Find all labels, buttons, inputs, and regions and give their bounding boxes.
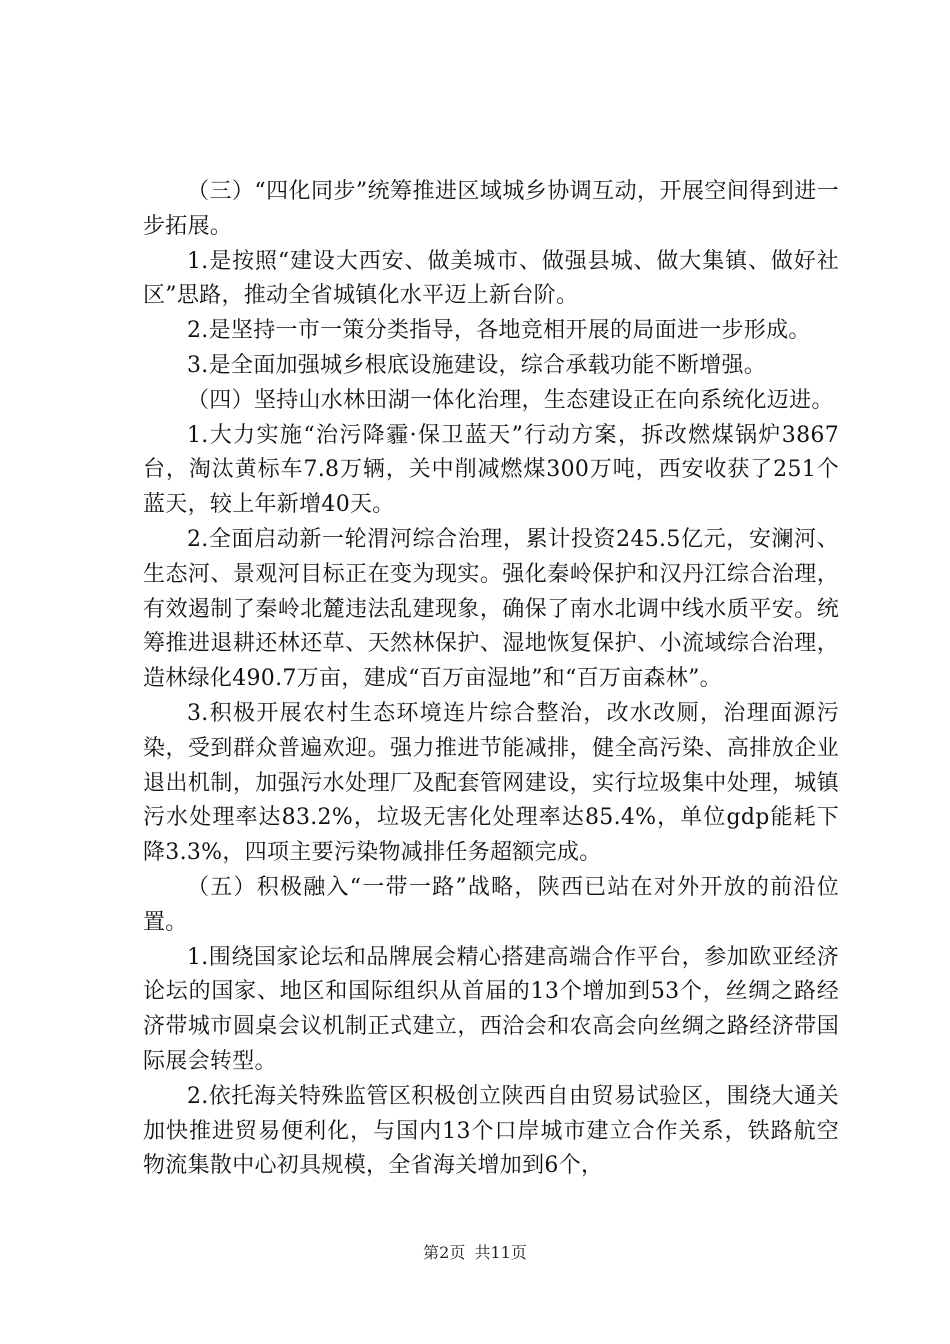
page-total: 共11页 <box>474 1243 527 1262</box>
paragraph: 1.围绕国家论坛和品牌展会精心搭建高端合作平台，参加欧亚经济论坛的国家、地区和国际组织从首届的13个增加到53个，丝绸之路经济带城市圆桌会议机制正式建立，西洽会和农高会向丝绸之路经济带国际展会转型。 <box>143 944 839 1074</box>
section-heading-3: （三）“四化同步”统筹推进区域城乡协调互动，开展空间得到进一步拓展。 <box>143 179 839 239</box>
paragraph: 1.大力实施“治污降霾·保卫蓝天”行动方案，拆改燃煤锅炉3867台，淘汰黄标车7.8万辆，关中削减燃煤300万吨，西安收获了251个蓝天，较上年新增40天。 <box>143 422 839 518</box>
paragraph: 3.是全面加强城乡根底设施建设，综合承载功能不断增强。 <box>187 352 767 378</box>
paragraph: 2.是坚持一市一策分类指导，各地竞相开展的局面进一步形成。 <box>187 318 811 344</box>
paragraph: 3.积极开展农村生态环境连片综合整治，改水改厕，治理面源污染，受到群众普遍欢迎。强力推进节能减排，健全高污染、高排放企业退出机制，加强污水处理厂及配套管网建设，实行垃圾集中处理，城镇污水处理率达83.2%，垃圾无害化处理率达85.4%，单位gdp能耗下降3.3%，四项主要污染物减排任务超额完成。 <box>143 700 839 866</box>
section-heading-4: （四）坚持山水林田湖一体化治理，生态建设正在向系统化迈进。 <box>187 387 834 413</box>
section-heading-5: （五）积极融入“一带一路”战略，陕西已站在对外开放的前沿位置。 <box>143 874 839 935</box>
page-footer <box>0 1243 950 1263</box>
paragraph: 1.是按照“建设大西安、做美城市、做强县城、做大集镇、做好社区”思路，推动全省城镇化水平迈上新台阶。 <box>143 248 839 309</box>
document-body <box>143 175 839 1184</box>
paragraph: 2.依托海关特殊监管区积极创立陕西自由贸易试验区，围绕大通关加快推进贸易便利化，与国内13个口岸城市建立合作关系，铁路航空物流集散中心初具规模，全省海关增加到6个， <box>143 1083 839 1179</box>
paragraph: 2.全面启动新一轮渭河综合治理，累计投资245.5亿元，安澜河、生态河、景观河目标正在变为现实。强化秦岭保护和汉丹江综合治理，有效遏制了秦岭北麓违法乱建现象，确保了南水北调中线水质平安。统筹推进退耕还林还草、天然林保护、湿地恢复保护、小流域综合治理，造林绿化490.7万亩，建成“百万亩湿地”和“百万亩森林”。 <box>143 526 839 692</box>
page-number: 第2页 <box>423 1243 466 1262</box>
